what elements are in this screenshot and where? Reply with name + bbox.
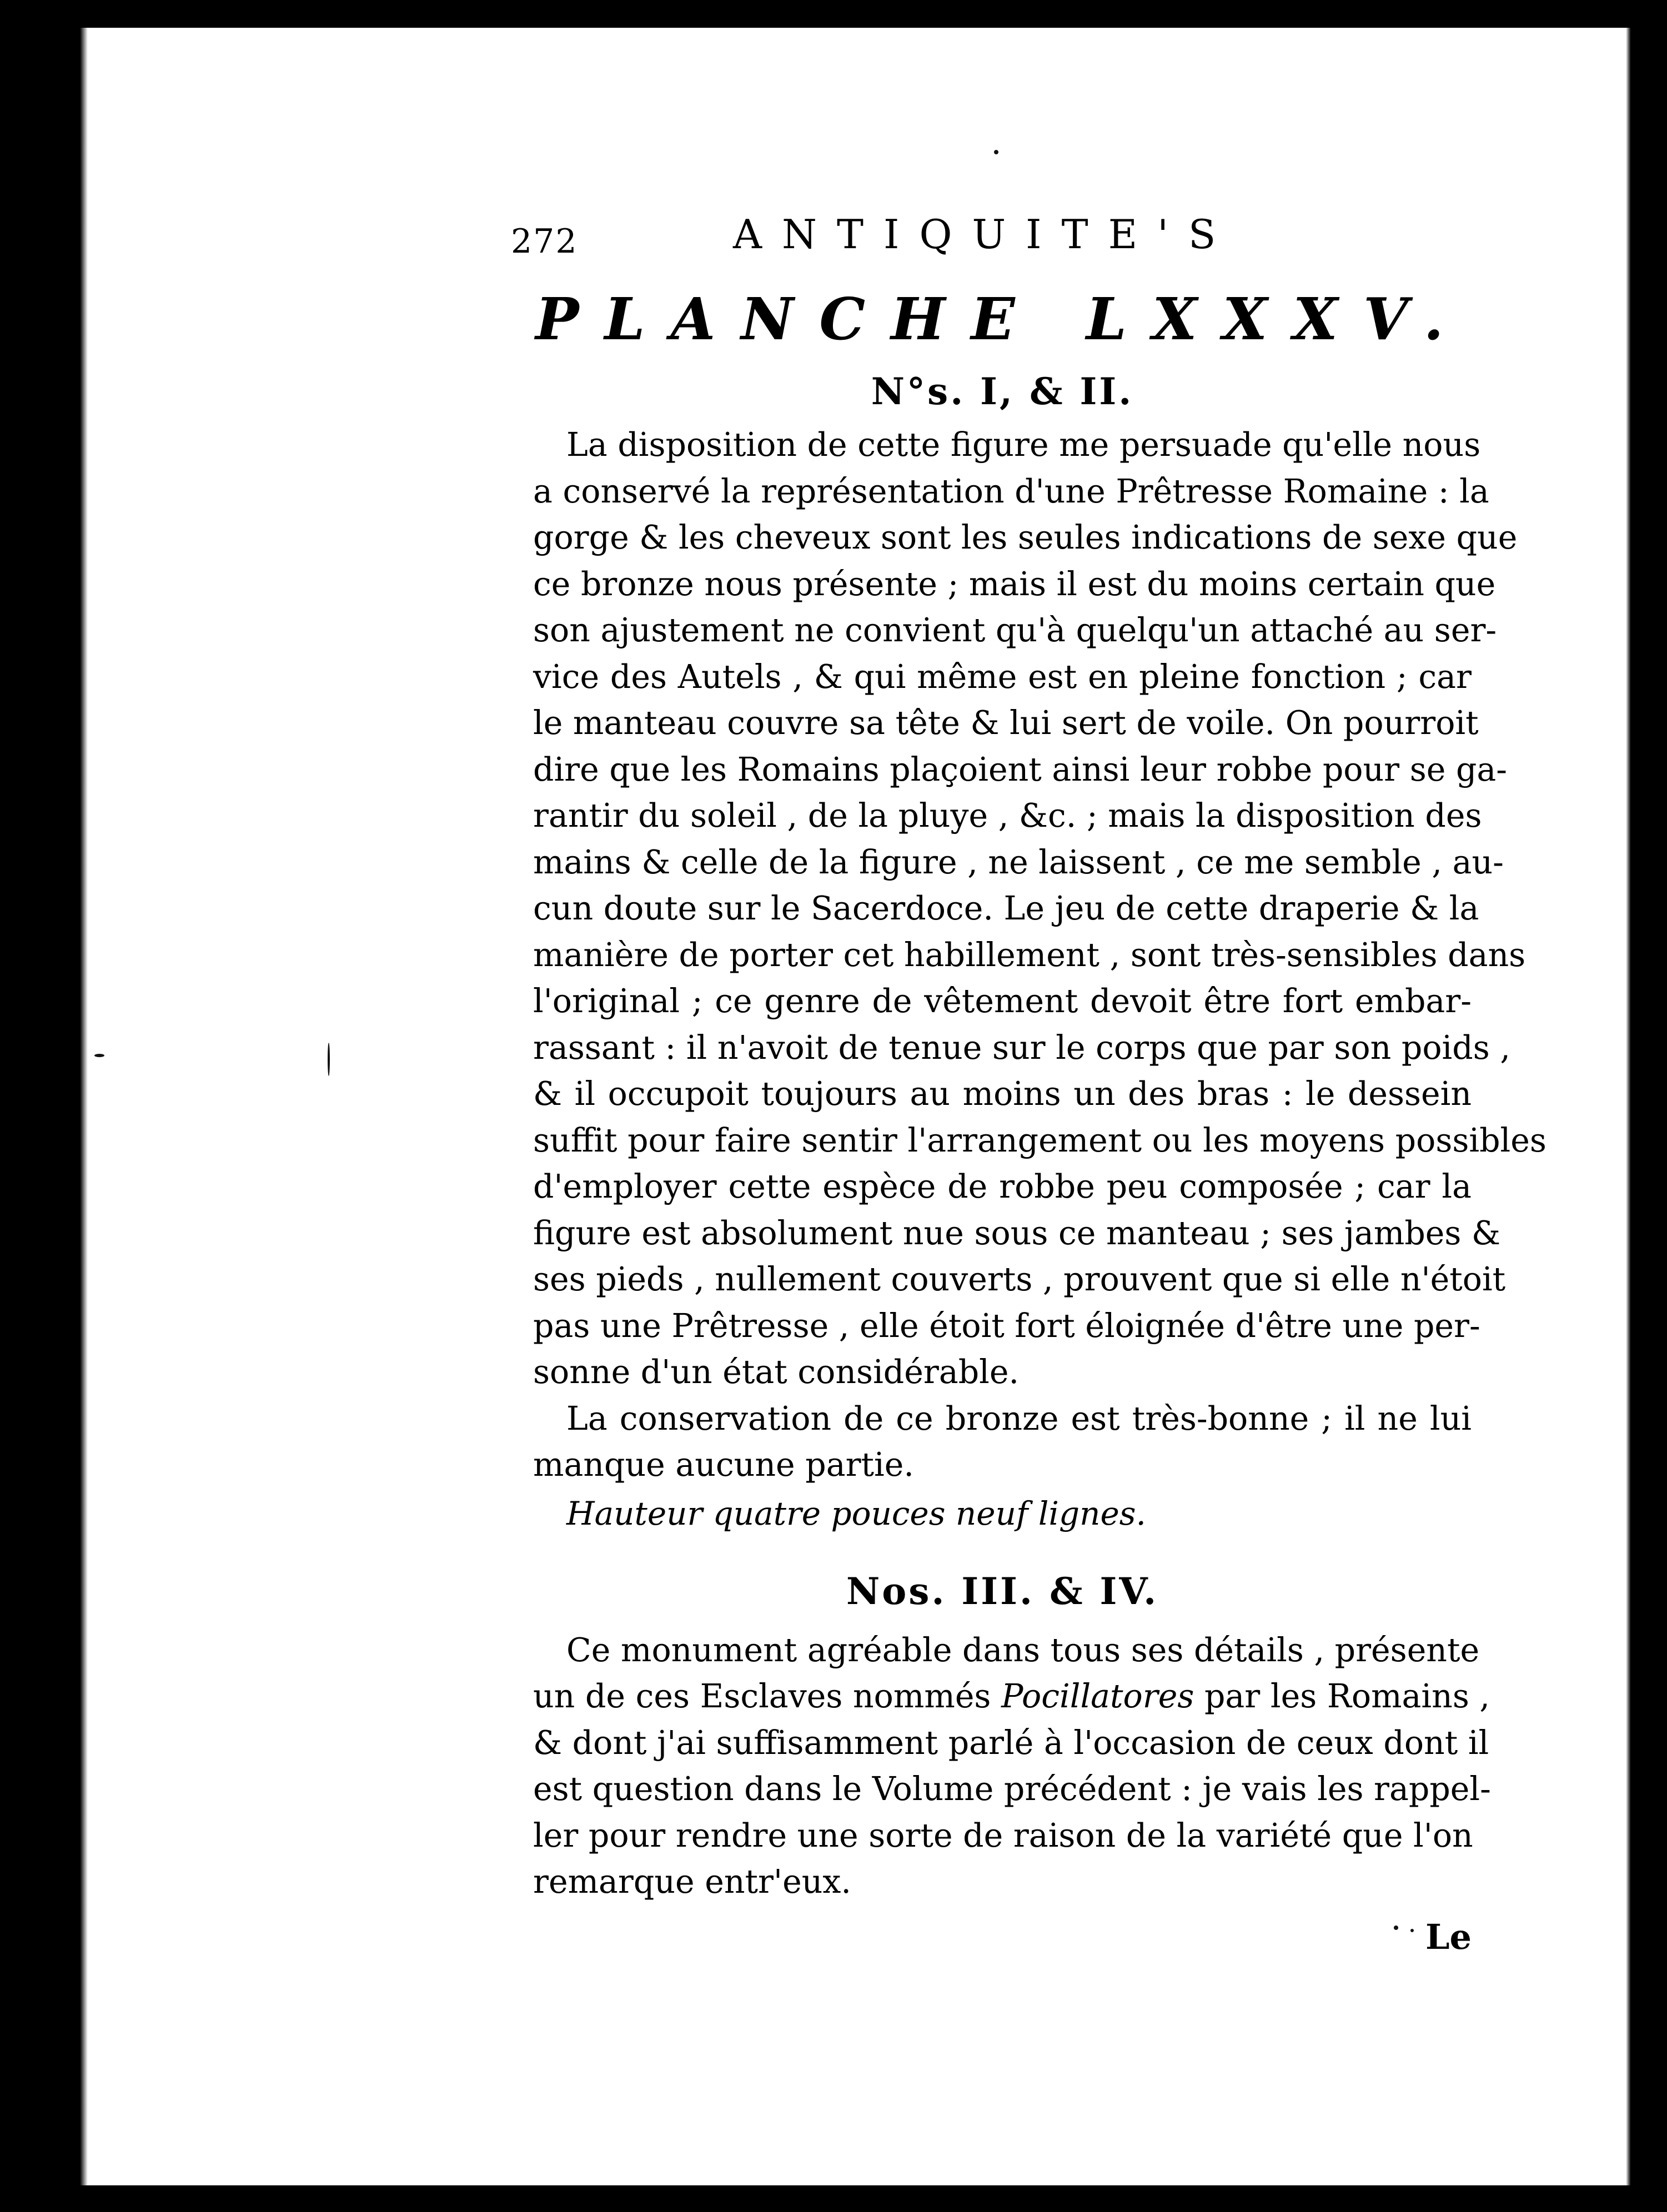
paragraph-1-line: ses pieds , nullement couverts , prouvent que si elle n'étoit — [533, 1260, 1506, 1298]
catchword-row — [533, 1906, 1472, 1967]
paragraph-1 — [533, 422, 1547, 1396]
paragraph-3-line: remarque entr'eux. — [533, 1863, 851, 1901]
paragraph-1-line: rantir du soleil , de la pluye , &c. ; mais la disposition des — [533, 797, 1482, 834]
paragraph-1-line: suffit pour faire sentir l'arrangement ou les moyens possibles — [533, 1121, 1547, 1159]
paragraph-3 — [533, 1627, 1491, 1906]
paragraph-1-line: mains & celle de la figure , ne laissent , ce me semble , au- — [533, 843, 1504, 881]
paragraph-2-line: manque aucune partie. — [533, 1446, 914, 1484]
plate-title: PLANCHE LXXXV. — [535, 285, 1469, 353]
paragraph-1-line: La disposition de cette figure me persuade qu'elle nous — [566, 426, 1481, 464]
paragraph-1-line: l'original ; ce genre de vêtement devoit être fort embar- — [533, 982, 1472, 1020]
paragraph-1-line: son ajustement ne convient qu'à quelqu'un attaché au ser- — [533, 611, 1497, 649]
paragraph-1-line: manière de porter cet habillement , sont très-sensibles dans — [533, 936, 1526, 974]
text-block — [511, 200, 1547, 1967]
paragraph-3-line: est question dans le Volume précédent : je vais les rappel- — [533, 1770, 1491, 1808]
page-number: 272 — [511, 222, 578, 261]
paragraph-1-line: dire que les Romains plaçoient ainsi leur robbe pour se ga- — [533, 750, 1508, 788]
top-page-edge — [72, 21, 1638, 28]
paragraph-3-line: & dont j'ai suffisamment parlé à l'occasion de ceux dont il — [533, 1723, 1489, 1762]
paragraph-1-line: gorge & les cheveux sont les seules indications de sexe que — [533, 519, 1518, 556]
paragraph-2-line: La conservation de ce bronze est très-bonne ; il ne lui — [566, 1399, 1472, 1437]
section-heading-1: N°s. I, & II. — [871, 370, 1134, 413]
running-title: ANTIQUITE'S — [733, 211, 1236, 258]
catchword: Le — [1425, 1916, 1472, 1957]
paragraph-3-line: Ce monument agréable dans tous ses détails , présente — [566, 1631, 1480, 1669]
paragraph-1-line: pas une Prêtresse , elle étoit fort éloignée d'être une per- — [533, 1306, 1480, 1345]
page-header — [511, 200, 1472, 272]
paragraph-1-line: sonne d'un état considérable. — [533, 1353, 1020, 1391]
bottom-page-edge — [72, 2185, 1638, 2192]
paragraph-3-line: un de ces Esclaves nommés Pocillatores par les Romains , — [533, 1677, 1490, 1715]
paragraph-1-line: a conservé la représentation d'une Prêtresse Romaine : la — [533, 472, 1489, 510]
paragraph-3-line: ler pour rendre une sorte de raison de la variété que l'on — [533, 1816, 1473, 1854]
paragraph-1-line: le manteau couvre sa tête & lui sert de voile. On pourroit — [533, 704, 1479, 742]
paragraph-1-line: d'employer cette espèce de robbe peu composée ; car la — [533, 1168, 1472, 1205]
right-page-edge — [1626, 21, 1638, 2192]
paragraph-1-line: ce bronze nous présente ; mais il est du moins certain que — [533, 565, 1496, 603]
paragraph-1-line: vice des Autels , & qui même est en pleine fonction ; car — [533, 657, 1472, 696]
paragraph-1-line: & il occupoit toujours au moins un des bras : le dessein — [533, 1075, 1472, 1113]
paragraph-1-line: rassant : il n'avoit de tenue sur le corps que par son poids , — [533, 1028, 1510, 1067]
left-page-edge — [72, 21, 88, 2192]
paragraph-1-line: figure est absolument nue sous ce manteau ; ses jambes & — [533, 1214, 1501, 1252]
height-measure: Hauteur quatre pouces neuf lignes. — [566, 1494, 1146, 1532]
section-heading-2: Nos. III. & IV. — [846, 1569, 1159, 1613]
paragraph-2 — [533, 1396, 1472, 1489]
paragraph-1-line: cun doute sur le Sacerdoce. Le jeu de cette draperie & la — [533, 889, 1479, 927]
